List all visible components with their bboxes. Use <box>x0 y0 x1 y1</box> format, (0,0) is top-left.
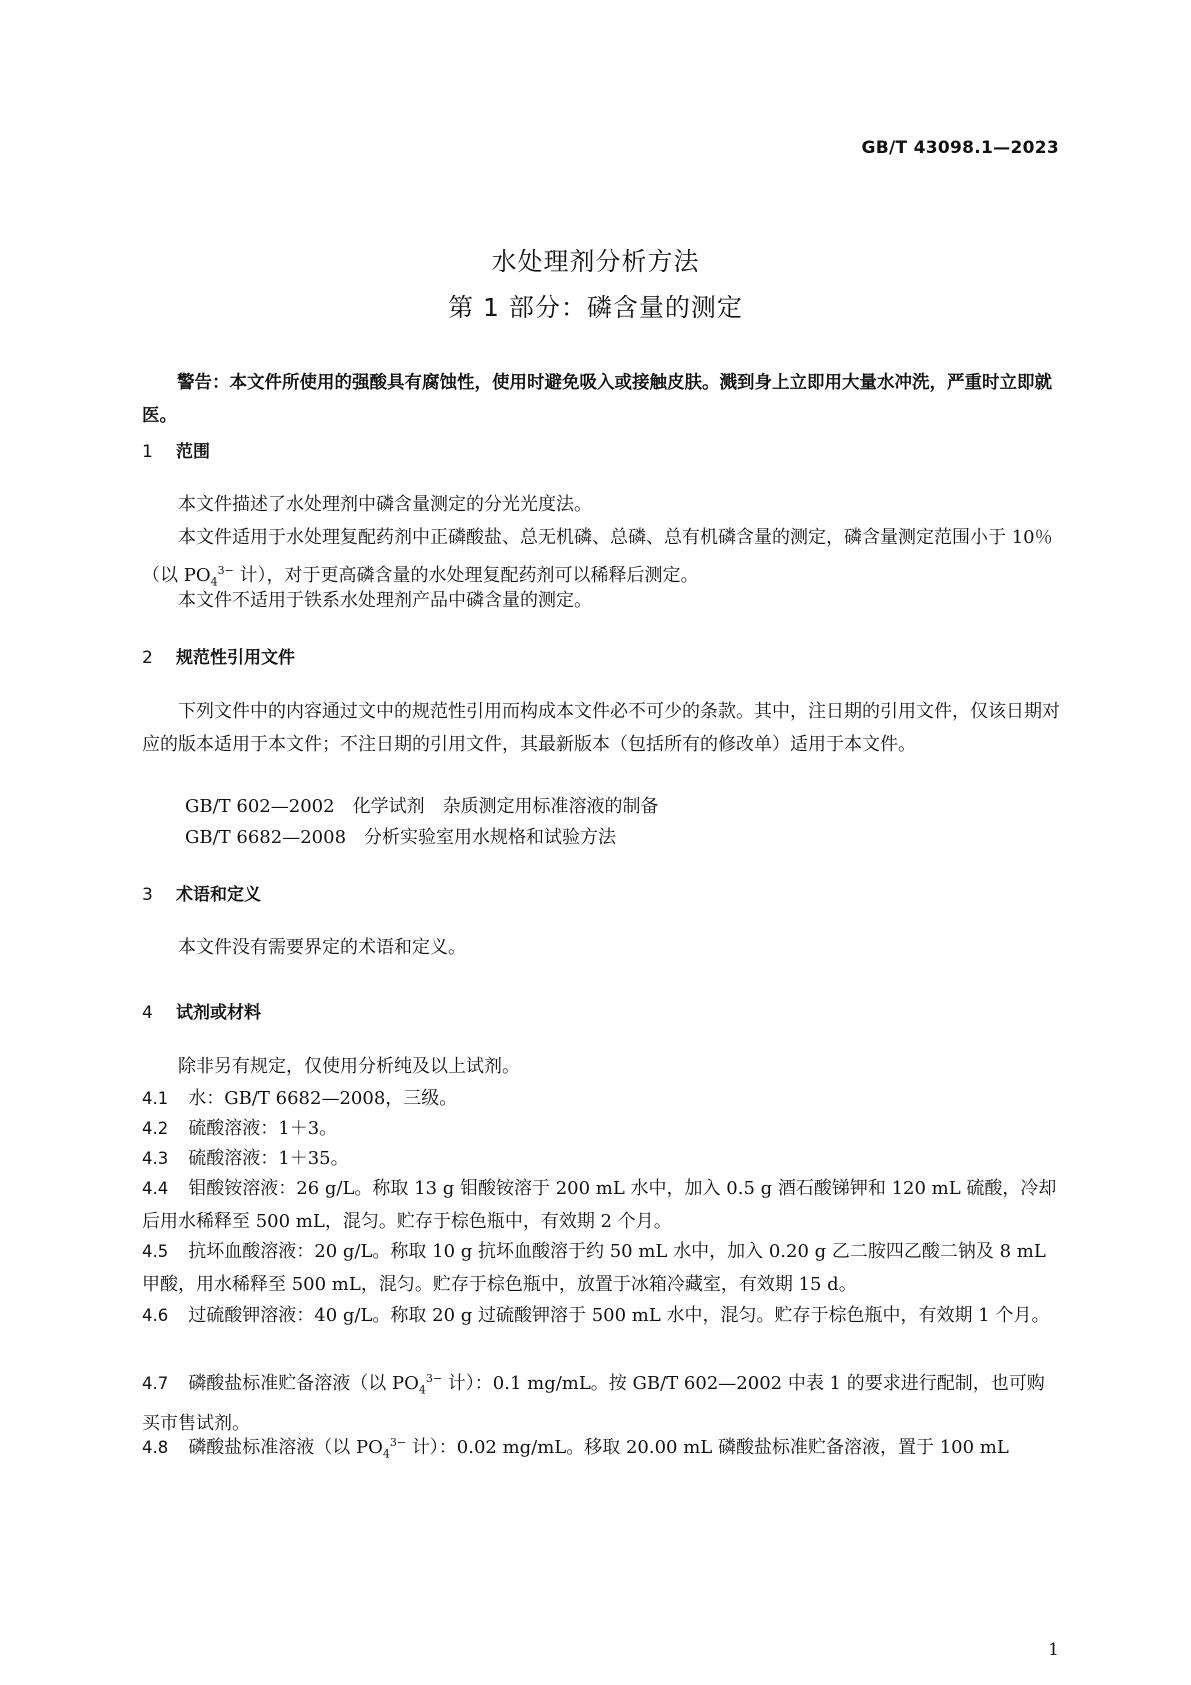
item-text: 钼酸铵溶液：26 g/L。称取 13 g 钼酸铵溶于 200 mL 水中，加入 0.5 g 酒石酸锑钾和 120 mL 硫酸，冷却后用水稀释至 500 mL，混匀。贮存于棕色瓶中，有效期 2 个月。 <box>142 1178 1057 1232</box>
section-title: 试剂或材料 <box>176 1003 261 1023</box>
item-number: 4.4 <box>142 1179 169 1198</box>
item-text: 硫酸溶液：1＋3。 <box>188 1118 338 1139</box>
subscript: 4 <box>382 1447 390 1461</box>
item-text: 过硫酸钾溶液：40 g/L。称取 20 g 过硫酸钾溶于 500 mL 水中，混匀。贮存于棕色瓶中，有效期 1 个月。 <box>188 1305 1050 1326</box>
list-item <box>142 1426 1061 1471</box>
item-number: 4.1 <box>142 1089 169 1108</box>
paragraph: 本文件不适用于铁系水处理剂产品中磷含量的测定。 <box>178 590 592 611</box>
item-text: 抗坏血酸溶液：20 g/L。称取 10 g 抗坏血酸溶于约 50 mL 水中，加入 0.20 g 乙二胺四乙酸二钠及 8 mL 甲酸，用水稀释至 500 mL，混匀。贮存于棕色瓶中，放置于冰箱冷藏室，有效期 15 d。 <box>142 1241 1046 1295</box>
normative-reference: GB/T 6682—2008 分析实验室用水规格和试验方法 <box>185 827 617 848</box>
item-number: 4.3 <box>142 1149 169 1168</box>
subscript: 4 <box>418 1383 426 1397</box>
paragraph: 下列文件中的内容通过文中的规范性引用而构成本文件必不可少的条款。其中，注日期的引用文件，仅该日期对应的版本适用于本文件；不注日期的引用文件，其最新版本（包括所有的修改单）适用于本文件。 <box>142 701 1060 755</box>
list-item <box>142 1142 1061 1175</box>
superscript: 3− <box>389 1436 407 1449</box>
section-3-heading <box>142 880 261 905</box>
section-number: 2 <box>142 648 153 668</box>
item-number: 4.8 <box>142 1438 169 1457</box>
section-number: 1 <box>142 442 153 462</box>
list-item <box>142 1235 1061 1301</box>
text-run: 计），对于更高磷含量的水处理复配药剂可以稀释后测定。 <box>233 565 699 586</box>
item-number: 4.7 <box>142 1374 169 1393</box>
list-item <box>142 1299 1061 1332</box>
superscript: 3− <box>425 1372 443 1385</box>
paragraph: 本文件没有需要界定的术语和定义。 <box>178 937 466 958</box>
safety-warning: 警告：本文件所使用的强酸具有腐蚀性，使用时避免吸入或接触皮肤。溅到身上立即用大量水冲洗，严重时立即就医。 <box>142 373 1052 426</box>
item-number: 4.2 <box>142 1119 169 1138</box>
document-subtitle: 第 1 部分：磷含量的测定 <box>448 293 743 322</box>
text-run: 磷酸盐标准贮备溶液（以 PO <box>188 1373 419 1394</box>
paragraph: 除非另有规定，仅使用分析纯及以上试剂。 <box>178 1056 520 1077</box>
section-number: 4 <box>142 1003 153 1023</box>
text-run: 磷酸盐标准溶液（以 PO <box>188 1437 383 1458</box>
item-number: 4.6 <box>142 1306 169 1325</box>
item-text: 硫酸溶液：1＋35。 <box>188 1148 349 1169</box>
list-item <box>142 1172 1061 1238</box>
section-title: 规范性引用文件 <box>176 648 295 668</box>
page-number: 1 <box>1048 1640 1059 1660</box>
section-4-heading <box>142 998 261 1023</box>
list-item <box>142 1112 1061 1145</box>
item-text: 水：GB/T 6682—2008，三级。 <box>188 1088 458 1109</box>
section-title: 范围 <box>176 442 210 462</box>
section-number: 3 <box>142 885 153 905</box>
paragraph: 本文件描述了水处理剂中磷含量测定的分光光度法。 <box>178 494 592 515</box>
section-title: 术语和定义 <box>176 885 261 905</box>
text-run: 计）：0.1 mg/mL。按 GB/T 602—2002 中表 1 的要求进行配制，也可购买市售试剂。 <box>142 1373 1045 1434</box>
section-2-heading <box>142 643 295 668</box>
text-run: 计）：0.02 mg/mL。移取 20.00 mL 磷酸盐标准贮备溶液，置于 100 mL <box>406 1437 1009 1458</box>
superscript: 3− <box>217 564 234 577</box>
text-run: 本文件适用于水处理复配药剂中正磷酸盐、总无机磷、总磷、总有机磷含量的测定，磷含量测定范围小于 10％（以 PO <box>142 527 1053 586</box>
document-title: 水处理剂分析方法 <box>491 247 700 276</box>
subscript: 4 <box>210 575 218 589</box>
item-number: 4.5 <box>142 1242 169 1261</box>
standard-code: GB/T 43098.1—2023 <box>861 138 1059 158</box>
normative-reference: GB/T 602—2002 化学试剂 杂质测定用标准溶液的制备 <box>185 796 659 817</box>
list-item <box>142 1082 1061 1115</box>
section-1-heading <box>142 437 210 462</box>
